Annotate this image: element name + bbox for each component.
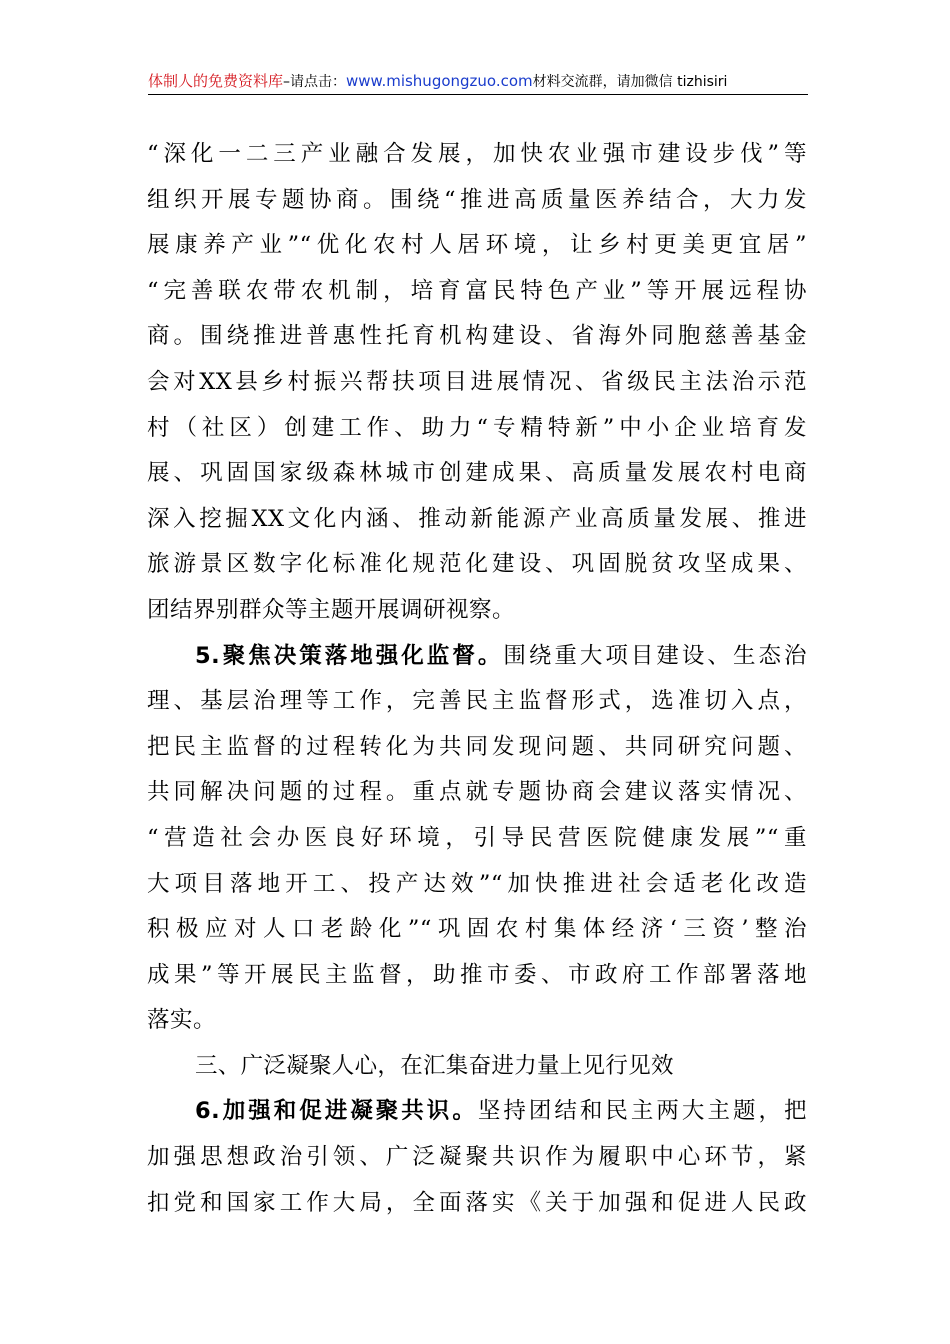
body-line: 会对XX县乡村振兴帮扶项目进展情况、省级民主法治示范: [147, 368, 807, 395]
section-5-title: 5.聚焦决策落地强化监督。: [195, 642, 504, 669]
section-6-title: 6.加强和促进凝聚共识。: [195, 1098, 478, 1125]
body-line: “深化一二三产业融合发展，加快农业强市建设步伐”等: [147, 141, 807, 167]
section-heading: 三、广泛凝聚人心，在汇集奋进力量上见行见效: [195, 1052, 674, 1079]
section-6-text: 坚持团结和民主两大主题，把: [477, 1098, 807, 1125]
body-line: 商。围绕推进普惠性托育机构建设、省海外同胞慈善基金: [147, 323, 807, 350]
body-line: 成果”等开展民主监督，助推市委、市政府工作部署落地: [147, 961, 807, 988]
body-line: “营造社会办医良好环境，引导民营医院健康发展”“重: [147, 824, 807, 851]
body-line: 展、巩固国家级森林城市创建成果、高质量发展农村电商: [147, 460, 807, 487]
header-prompt: –请点击：: [283, 74, 347, 90]
header-link[interactable]: www.mishugongzuo.com: [346, 72, 533, 90]
body-line: 深入挖掘XX文化内涵、推动新能源产业高质量发展、推进: [147, 505, 807, 532]
section-5-first-line: [147, 634, 807, 680]
body-line: 积极应对人口老龄化”“巩固农村集体经济‘三资’整治: [147, 916, 807, 943]
body-line: 展康养产业”“优化农村人居环境，让乡村更美更宜居”: [147, 232, 807, 259]
body-line: 落实。: [147, 1007, 217, 1034]
page-header: [148, 70, 808, 95]
section-5-text: 围绕重大项目建设、生态治: [503, 642, 807, 669]
body-line: 理、基层治理等工作，完善民主监督形式，选准切入点，: [147, 688, 807, 715]
body-line: 村（社区）创建工作、助力“专精特新”中小企业培育发: [147, 414, 807, 441]
body-line: 把民主监督的过程转化为共同发现问题、共同研究问题、: [147, 733, 807, 760]
body-line: “完善联农带农机制，培育富民特色产业”等开展远程协: [147, 277, 807, 304]
document-body: [147, 132, 807, 1226]
body-line: 大项目落地开工、投产达效”“加快推进社会适老化改造: [147, 870, 807, 897]
body-line: 扣党和国家工作大局，全面落实《关于加强和促进人民政: [147, 1189, 807, 1216]
body-line: 团结界别群众等主题开展调研视察。: [147, 596, 516, 623]
header-brand: 体制人的免费资料库: [148, 72, 284, 90]
body-line: 旅游景区数字化标准化规范化建设、巩固脱贫攻坚成果、: [147, 551, 807, 578]
body-line: 加强思想政治引领、广泛凝聚共识作为履职中心环节，紧: [147, 1144, 807, 1171]
body-line: 组织开展专题协商。围绕“推进高质量医养结合，大力发: [147, 186, 807, 213]
section-6-first-line: [147, 1089, 807, 1135]
body-line: 共同解决问题的过程。重点就专题协商会建议落实情况、: [147, 779, 807, 806]
header-contact: 材料交流群，请加微信 tizhisiri: [532, 74, 728, 90]
